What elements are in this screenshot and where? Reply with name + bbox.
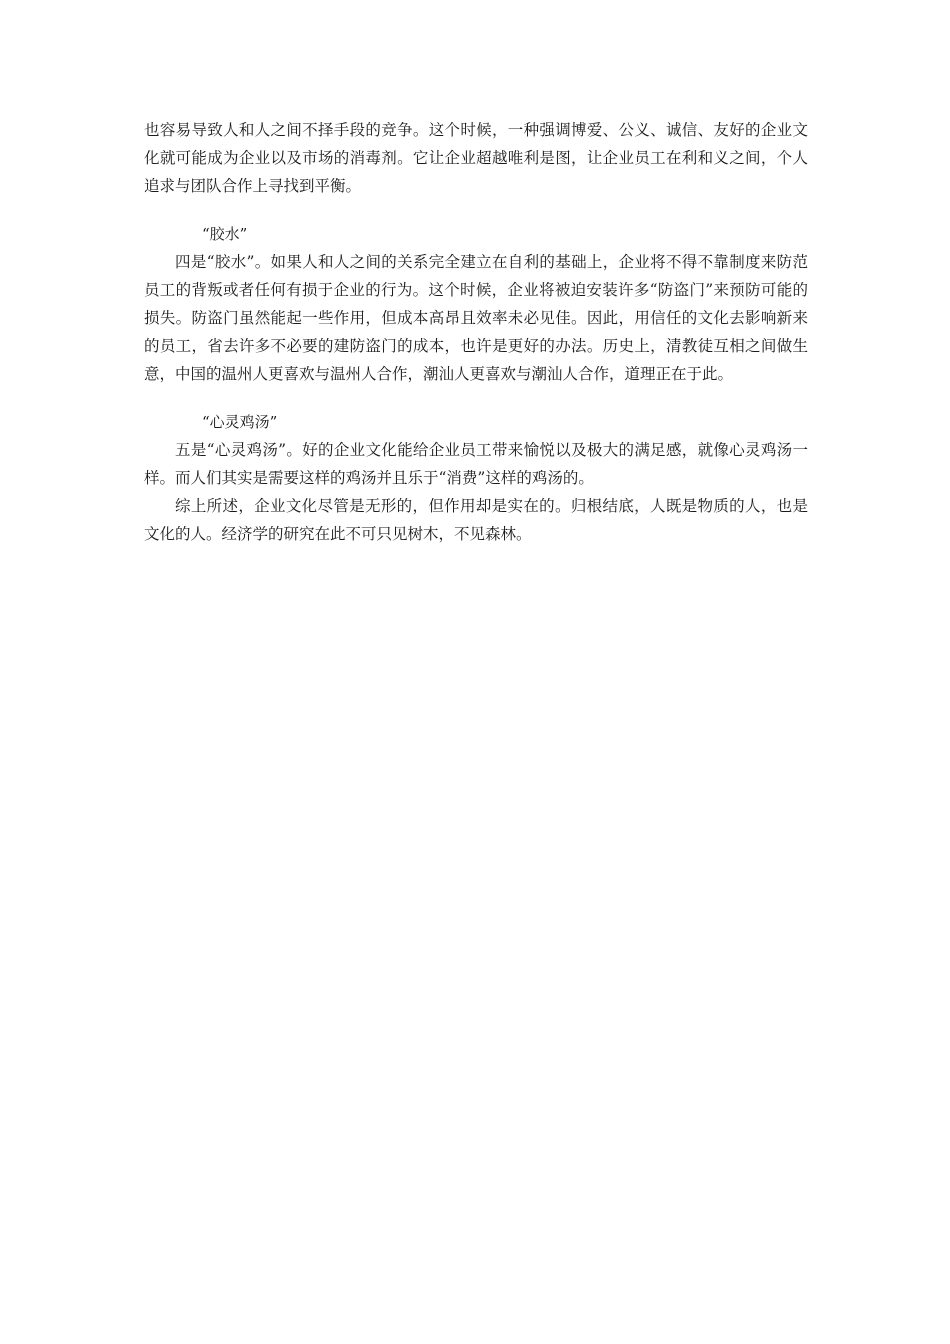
heading-chicken-soup: “心灵鸡汤” [202,413,278,431]
paragraph-glue: 四是“胶水”。如果人和人之间的关系完全建立在自利的基础上，企业将不得不靠制度来防范员工的背叛或者任何有损于企业的行为。这个时候，企业将被迫安装许多“防盗门”来预防可能的损失。防盗门虽然能起一些作用，但成本高昂且效率未必见佳。因此，用信任的文化去影响新来的员工，省去许多不必要的建防盗门的成本，也许是更好的办法。历史上，清教徒互相之间做生意，中国的温州人更喜欢与温州人合作，潮汕人更喜欢与潮汕人合作，道理正在于此。 [144,253,808,383]
spacer [144,200,808,220]
paragraph-competition: 也容易导致人和人之间不择手段的竞争。这个时候，一种强调博爱、公义、诚信、友好的企业文化就可能成为企业以及市场的消毒剂。它让企业超越唯利是图，让企业员工在利和义之间，个人追求与团队合作上寻找到平衡。 [144,121,808,195]
paragraph-conclusion: 综上所述，企业文化尽管是无形的，但作用却是实在的。归根结底，人既是物质的人，也是文化的人。经济学的研究在此不可只见树木，不见森林。 [144,497,808,543]
paragraph-chicken-soup: 五是“心灵鸡汤”。好的企业文化能给企业员工带来愉悦以及极大的满足感，就像心灵鸡汤一样。而人们其实是需要这样的鸡汤并且乐于“消费”这样的鸡汤的。 [144,441,808,487]
heading-glue: “胶水” [202,225,248,243]
spacer [144,388,808,408]
document-body [144,116,808,548]
